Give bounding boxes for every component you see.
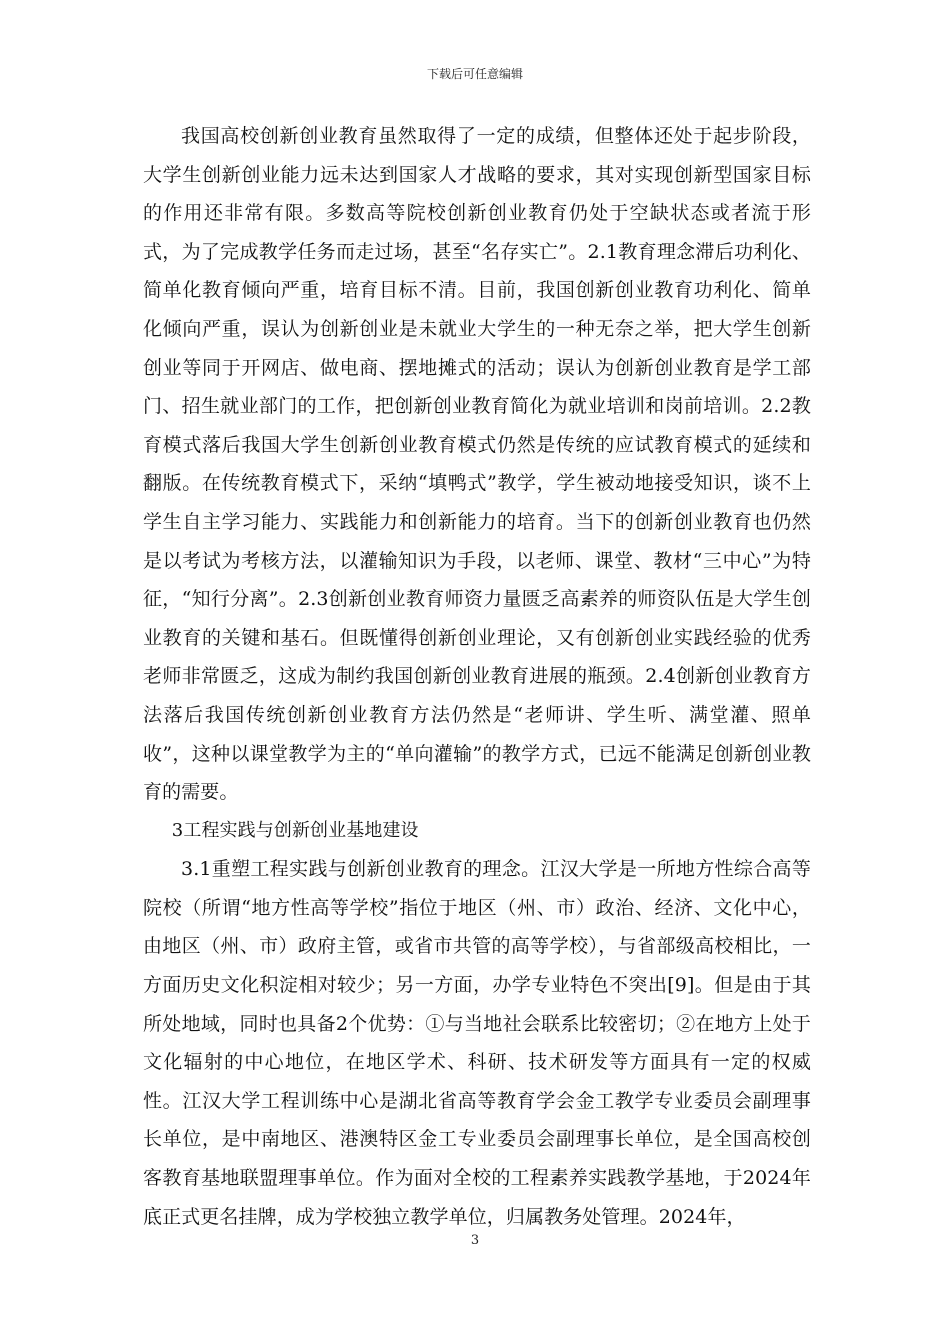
document-body <box>143 117 811 1236</box>
page-number: 3 <box>470 1233 480 1248</box>
page-header: 下载后可任意编辑 <box>426 67 523 81</box>
body-paragraph-2: 3.1重塑工程实践与创新创业教育的理念。江汉大学是一所地方性综合高等院校（所谓“地方性高等学校”指位于地区（州、市）政治、经济、文化中心，由地区（州、市）政府主管，或省市共管的高等学校），与省部级高校相比，一方面历史文化积淀相对较少；另一方面，办学专业特色不突出[9]。但是由于其所处地域，同时也具备2个优势：①与当地社会联系比较密切；②在地方上处于文化辐射的中心地位，在地区学术、科研、技术研发等方面具有一定的权威性。江汉大学工程训练中心是湖北省高等教育学会金工教学专业委员会副理事长单位，是中南地区、港澳特区金工专业委员会副理事长单位，是全国高校创客教育基地联盟理事单位。作为面对全校的工程素养实践教学基地，于2024年底正式更名挂牌，成为学校独立教学单位，归属教务处管理。2024年， <box>143 858 811 1228</box>
section-heading-3: 3工程实践与创新创业基地建设 <box>171 819 419 841</box>
body-paragraph-1: 我国高校创新创业教育虽然取得了一定的成绩，但整体还处于起步阶段，大学生创新创业能力远未达到国家人才战略的要求，其对实现创新型国家目标的作用还非常有限。多数高等院校创新创业教育仍处于空缺状态或者流于形式，为了完成教学任务而走过场，甚至“名存实亡”。2.1教育理念滞后功利化、简单化教育倾向严重，培育目标不清。目前，我国创新创业教育功利化、简单化倾向严重，误认为创新创业是未就业大学生的一种无奈之举，把大学生创新创业等同于开网店、做电商、摆地摊式的活动；误认为创新创业教育是学工部门、招生就业部门的工作，把创新创业教育简化为就业培训和岗前培训。2.2教育模式落后我国大学生创新创业教育模式仍然是传统的应试教育模式的延续和翻版。在传统教育模式下，采纳“填鸭式”教学，学生被动地接受知识，谈不上学生自主学习能力、实践能力和创新能力的培育。当下的创新创业教育也仍然是以考试为考核方法，以灌输知识为手段，以老师、课堂、教材“三中心”为特征，“知行分离”。2.3创新创业教育师资力量匮乏高素养的师资队伍是大学生创业教育的关键和基石。但既懂得创新创业理论，又有创新创业实践经验的优秀老师非常匮乏，这成为制约我国创新创业教育进展的瓶颈。2.4创新创业教育方法落后我国传统创新创业教育方法仍然是“老师讲、学生听、满堂灌、照单收”，这种以课堂教学为主的“单向灌输”的教学方式，已远不能满足创新创业教育的需要。 <box>143 125 811 804</box>
